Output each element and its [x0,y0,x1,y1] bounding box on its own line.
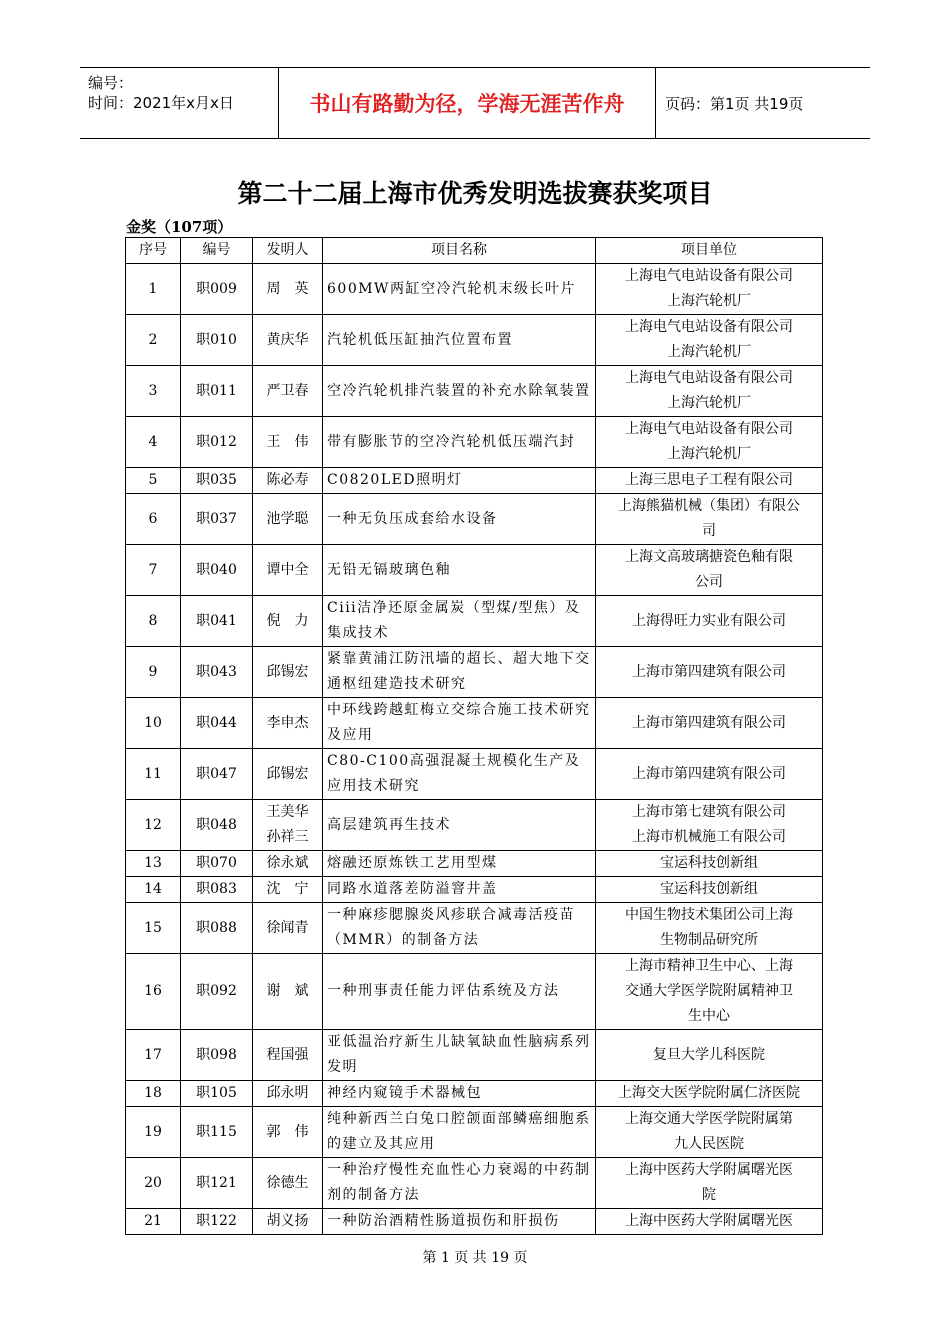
row-project: 中环线跨越虹梅立交综合施工技术研究及应用 [323,698,596,749]
row-code: 职040 [181,545,253,596]
row-number: 8 [126,596,181,647]
row-project: C0820LED照明灯 [323,468,596,494]
row-code: 职041 [181,596,253,647]
row-inventor: 郭 伟 [253,1107,323,1158]
row-inventor: 周 英 [253,264,323,315]
header-project: 项目名称 [323,238,596,264]
row-project: 紧靠黄浦江防汛墙的超长、超大地下交通枢纽建造技术研究 [323,647,596,698]
row-project: 纯种新西兰白兔口腔颌面部鳞癌细胞系的建立及其应用 [323,1107,596,1158]
row-code: 职122 [181,1209,253,1235]
row-number: 6 [126,494,181,545]
header-no: 序号 [126,238,181,264]
row-code: 职011 [181,366,253,417]
row-unit: 上海电气电站设备有限公司 上海汽轮机厂 [596,417,823,468]
row-project: C80-C100高强混凝土规模化生产及应用技术研究 [323,749,596,800]
table-row [126,954,823,1030]
table-row [126,877,823,903]
row-code: 职010 [181,315,253,366]
table-row [126,417,823,468]
row-inventor: 邱锡宏 [253,647,323,698]
row-inventor: 严卫春 [253,366,323,417]
row-inventor: 谢 斌 [253,954,323,1030]
table-row [126,468,823,494]
row-unit: 上海三思电子工程有限公司 [596,468,823,494]
row-unit: 宝运科技创新组 [596,877,823,903]
row-project: Ciii洁净还原金属炭（型煤/型焦）及集成技术 [323,596,596,647]
awards-table [125,237,823,1235]
row-unit: 上海交通大学医学院附属第 九人民医院 [596,1107,823,1158]
row-number: 20 [126,1158,181,1209]
table-row [126,264,823,315]
row-code: 职009 [181,264,253,315]
document-title: 第二十二届上海市优秀发明选拔赛获奖项目 [237,179,713,208]
row-project: 600MW两缸空冷汽轮机末级长叶片 [323,264,596,315]
table-row [126,494,823,545]
row-number: 12 [126,800,181,851]
table-row [126,1107,823,1158]
row-project: 神经内窥镜手术器械包 [323,1081,596,1107]
row-code: 职121 [181,1158,253,1209]
header-page: 页码：第1页 共19页 [665,94,804,113]
row-project: 熔融还原炼铁工艺用型煤 [323,851,596,877]
row-code: 职070 [181,851,253,877]
row-unit: 宝运科技创新组 [596,851,823,877]
header-left-cell [80,68,279,138]
row-project: 高层建筑再生技术 [323,800,596,851]
table-row [126,1209,823,1235]
row-unit: 复旦大学儿科医院 [596,1030,823,1081]
row-unit: 中国生物技术集团公司上海 生物制品研究所 [596,903,823,954]
row-code: 职044 [181,698,253,749]
row-project: 带有膨胀节的空冷汽轮机低压端汽封 [323,417,596,468]
row-number: 5 [126,468,181,494]
row-number: 14 [126,877,181,903]
row-number: 18 [126,1081,181,1107]
row-inventor: 李申杰 [253,698,323,749]
row-unit: 上海电气电站设备有限公司 上海汽轮机厂 [596,366,823,417]
table-row [126,749,823,800]
row-number: 2 [126,315,181,366]
row-inventor: 黄庆华 [253,315,323,366]
row-number: 10 [126,698,181,749]
row-inventor: 徐闻青 [253,903,323,954]
row-project: 一种防治酒精性肠道损伤和肝损伤 [323,1209,596,1235]
row-number: 7 [126,545,181,596]
header-unit: 项目单位 [596,238,823,264]
row-unit: 上海交大医学院附属仁济医院 [596,1081,823,1107]
row-unit: 上海中医药大学附属曙光医 [596,1209,823,1235]
row-code: 职088 [181,903,253,954]
row-number: 4 [126,417,181,468]
header-motto: 书山有路勤为径，学海无涯苦作舟 [279,68,656,138]
row-inventor: 徐德生 [253,1158,323,1209]
page-header [80,67,870,139]
table-row [126,698,823,749]
row-code: 职012 [181,417,253,468]
header-inventor: 发明人 [253,238,323,264]
row-unit: 上海中医药大学附属曙光医 院 [596,1158,823,1209]
row-inventor: 倪 力 [253,596,323,647]
row-inventor: 谭中全 [253,545,323,596]
row-number: 11 [126,749,181,800]
row-number: 19 [126,1107,181,1158]
row-unit: 上海市第四建筑有限公司 [596,749,823,800]
table-row [126,851,823,877]
row-inventor: 池学聪 [253,494,323,545]
row-code: 职105 [181,1081,253,1107]
table-row [126,315,823,366]
row-code: 职035 [181,468,253,494]
table-row [126,903,823,954]
row-project: 一种无负压成套给水设备 [323,494,596,545]
page-footer: 第 1 页 共 19 页 [422,1250,528,1266]
row-code: 职115 [181,1107,253,1158]
row-unit: 上海熊猫机械（集团）有限公 司 [596,494,823,545]
row-number: 15 [126,903,181,954]
row-unit: 上海市第四建筑有限公司 [596,647,823,698]
row-number: 3 [126,366,181,417]
row-inventor: 邱永明 [253,1081,323,1107]
row-project: 一种治疗慢性充血性心力衰竭的中药制剂的制备方法 [323,1158,596,1209]
row-code: 职098 [181,1030,253,1081]
row-inventor: 胡义扬 [253,1209,323,1235]
row-project: 同路水道落差防溢窨井盖 [323,877,596,903]
row-number: 21 [126,1209,181,1235]
row-project: 亚低温治疗新生儿缺氧缺血性脑病系列发明 [323,1030,596,1081]
row-inventor: 邱锡宏 [253,749,323,800]
row-project: 一种麻疹腮腺炎风疹联合减毒活疫苗（MMR）的制备方法 [323,903,596,954]
row-inventor: 徐永斌 [253,851,323,877]
header-code: 编号 [181,238,253,264]
table-row [126,1158,823,1209]
row-unit: 上海市第四建筑有限公司 [596,698,823,749]
section-title: 金奖（107项） [126,218,233,236]
row-project: 空冷汽轮机排汽装置的补充水除氧装置 [323,366,596,417]
row-code: 职083 [181,877,253,903]
row-code: 职043 [181,647,253,698]
row-code: 职092 [181,954,253,1030]
table-row [126,1030,823,1081]
table-row [126,596,823,647]
row-number: 1 [126,264,181,315]
row-project: 汽轮机低压缸抽汽位置布置 [323,315,596,366]
row-unit: 上海电气电站设备有限公司 上海汽轮机厂 [596,315,823,366]
row-inventor: 程国强 [253,1030,323,1081]
header-time: 时间：2021年x月x日 [88,94,234,112]
row-project: 一种刑事责任能力评估系统及方法 [323,954,596,1030]
row-unit: 上海得旺力实业有限公司 [596,596,823,647]
row-number: 16 [126,954,181,1030]
row-inventor: 王 伟 [253,417,323,468]
row-code: 职048 [181,800,253,851]
row-unit: 上海市精神卫生中心、上海 交通大学医学院附属精神卫 生中心 [596,954,823,1030]
row-number: 9 [126,647,181,698]
table-row [126,647,823,698]
table-header-row [126,238,823,264]
row-inventor: 陈必寿 [253,468,323,494]
table-row [126,800,823,851]
row-code: 职047 [181,749,253,800]
row-unit: 上海市第七建筑有限公司 上海市机械施工有限公司 [596,800,823,851]
row-unit: 上海文高玻璃搪瓷色釉有限 公司 [596,545,823,596]
row-project: 无铅无镉玻璃色釉 [323,545,596,596]
row-unit: 上海电气电站设备有限公司 上海汽轮机厂 [596,264,823,315]
table-row [126,545,823,596]
row-inventor: 沈 宁 [253,877,323,903]
table-row [126,366,823,417]
table-row [126,1081,823,1107]
row-number: 13 [126,851,181,877]
row-inventor: 王美华 孙祥三 [253,800,323,851]
row-code: 职037 [181,494,253,545]
row-number: 17 [126,1030,181,1081]
header-number: 编号： [88,74,134,92]
